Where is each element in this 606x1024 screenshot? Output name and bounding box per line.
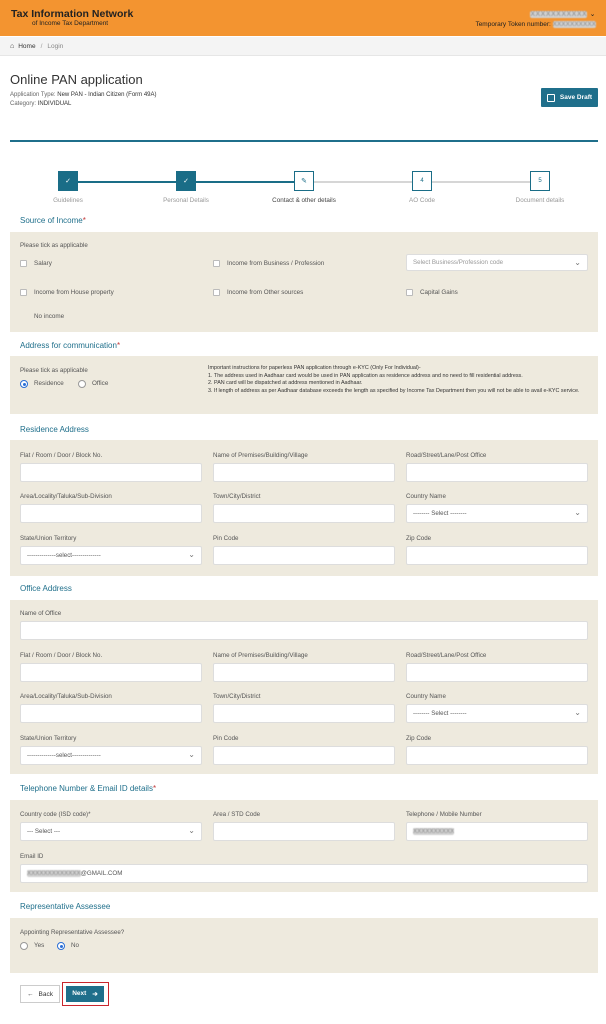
std-label: Area / STD Code [213, 811, 261, 818]
breadcrumb-current: Login [47, 42, 64, 50]
salary-checkbox[interactable] [20, 260, 27, 267]
token-value: XXXXXXXXXX [552, 21, 596, 28]
area-label: Area/Locality/Taluka/Sub-Division [20, 693, 112, 700]
header-bar [0, 0, 606, 36]
app-type-label: Application Type: [10, 92, 56, 98]
instructions-title: Important instructions for paperless PAN application through e-KYC (Only For Individual)- [208, 365, 421, 371]
back-label: Back [38, 990, 53, 998]
instruction-item: 1. The address used in Aadhaar card would be used in PAN application as residence address and no need to fill residential address. [208, 372, 523, 379]
premises-label: Name of Premises/Building/Village [213, 652, 308, 659]
off-area-input[interactable] [20, 704, 202, 723]
state-label: State/Union Territory [20, 735, 77, 742]
town-label: Town/City/District [213, 693, 261, 700]
res-state-select[interactable]: --------------select-------------- ⌄ [20, 546, 202, 565]
rep-no-radio[interactable] [57, 942, 65, 950]
rep-question: Appointing Representative Assessee? [20, 929, 125, 936]
next-highlight [62, 982, 109, 1006]
breadcrumb [0, 37, 606, 56]
state-label: State/Union Territory [20, 535, 77, 542]
step-number: 5 [538, 178, 542, 184]
contact-panel [10, 800, 598, 892]
required-mark: * [152, 784, 157, 793]
check-icon: ✓ [65, 178, 71, 185]
res-pin-input[interactable] [213, 546, 395, 565]
email-label: Email ID [20, 853, 44, 860]
off-zip-input[interactable] [406, 746, 588, 765]
isd-select[interactable]: --- Select --- ⌄ [20, 822, 202, 841]
salary-label: Salary [34, 260, 52, 267]
off-premises-input[interactable] [213, 663, 395, 682]
income-hint: Please tick as applicable [20, 242, 88, 249]
required-mark: * [116, 341, 121, 350]
other-sources-label: Income from Other sources [227, 289, 304, 296]
chevron-down-icon: ⌄ [589, 11, 596, 18]
off-road-input[interactable] [406, 663, 588, 682]
income-panel [10, 232, 598, 332]
office-name-label: Name of Office [20, 610, 62, 617]
office-radio[interactable] [78, 380, 86, 388]
phone-input[interactable] [406, 822, 588, 841]
area-label: Area/Locality/Taluka/Sub-Division [20, 493, 112, 500]
instruction-item: 3. If length of address as per Aadhaar database exceeds the length as specified by Income Tax Department then you will not be able to avail e-KYC service. [208, 387, 580, 394]
premises-label: Name of Premises/Building/Village [213, 452, 308, 459]
step-label: Document details [515, 197, 565, 204]
section-title-text: Address for communication [20, 341, 117, 350]
step-contact-details[interactable] [294, 171, 314, 191]
check-icon: ✓ [183, 178, 189, 185]
std-input[interactable] [213, 822, 395, 841]
page-title: Online PAN application [10, 72, 143, 87]
country-label: Country Name [406, 493, 446, 500]
category-label: Category: [10, 101, 37, 107]
home-icon[interactable]: ⌂ [10, 42, 15, 50]
save-draft-button[interactable] [541, 88, 598, 107]
breadcrumb-home[interactable]: Home [18, 42, 36, 50]
capital-gains-label: Capital Gains [420, 289, 458, 296]
next-button[interactable] [66, 986, 104, 1002]
pencil-icon: ✎ [301, 178, 307, 185]
arrow-right-icon: ➔ [92, 990, 98, 998]
email-suffix: @GMAIL.COM [80, 870, 123, 877]
rep-panel [10, 918, 598, 973]
user-name: XXXXXXXXXXX [530, 11, 588, 18]
required-mark: * [82, 216, 86, 225]
res-country-select[interactable]: -------- Select -------- ⌄ [406, 504, 588, 523]
business-code-select[interactable]: Select Business/Profession code ⌄ [406, 254, 588, 271]
phone-value: XXXXXXXXXX [413, 828, 455, 835]
category [10, 101, 71, 107]
residence-label: Residence [34, 380, 64, 387]
off-flat-input[interactable] [20, 663, 202, 682]
pin-label: Pin Code [213, 735, 239, 742]
section-title-text: Telephone Number & Email ID details [20, 784, 153, 793]
user-menu[interactable] [475, 10, 596, 18]
res-town-input[interactable] [213, 504, 395, 523]
off-state-select[interactable]: --------------select-------------- ⌄ [20, 746, 202, 765]
section-title-rep: Representative Assessee [20, 902, 111, 911]
country-label: Country Name [406, 693, 446, 700]
email-input[interactable] [20, 864, 588, 883]
zip-label: Zip Code [406, 735, 432, 742]
phone-label: Telephone / Mobile Number [406, 811, 482, 818]
res-zip-input[interactable] [406, 546, 588, 565]
rep-yes-label: Yes [34, 942, 45, 949]
save-draft-label: Save Draft [559, 94, 593, 101]
res-area-input[interactable] [20, 504, 202, 523]
section-title-income [20, 216, 86, 225]
token-label: Temporary Token number: [475, 21, 551, 28]
ekyc-instructions [208, 365, 593, 395]
save-icon [547, 94, 555, 102]
arrow-left-icon: ← [27, 990, 34, 998]
breadcrumb-separator: / [40, 42, 43, 50]
brand-subtitle: of Income Tax Department [32, 20, 109, 27]
off-country-select[interactable]: -------- Select -------- ⌄ [406, 704, 588, 723]
res-flat-input[interactable] [20, 463, 202, 482]
isd-label: Country code (ISD code)* [20, 811, 91, 818]
step-guidelines[interactable] [58, 171, 78, 191]
back-button[interactable] [20, 985, 60, 1003]
section-title-address [20, 341, 120, 350]
office-name-input[interactable] [20, 621, 588, 640]
section-title-office: Office Address [20, 584, 72, 593]
address-hint: Please tick as applicable [20, 367, 88, 374]
flat-label: Flat / Room / Door / Block No. [20, 652, 103, 659]
zip-label: Zip Code [406, 535, 432, 542]
step-ao-code[interactable] [412, 171, 432, 191]
off-pin-input[interactable] [213, 746, 395, 765]
app-type-value: New PAN - Indian Citizen (Form 49A) [57, 92, 157, 98]
business-checkbox[interactable] [213, 260, 220, 267]
no-income-label[interactable]: No income [34, 313, 65, 320]
capital-gains-checkbox[interactable] [406, 289, 413, 296]
instruction-item: 2. PAN card will be dispatched at address mentioned in Aadhaar. [208, 380, 363, 387]
res-road-input[interactable] [406, 463, 588, 482]
section-title-contact [20, 784, 156, 793]
step-label: Personal Details [163, 197, 209, 204]
road-label: Road/Street/Lane/Post Office [406, 652, 487, 659]
house-property-checkbox[interactable] [20, 289, 27, 296]
pin-label: Pin Code [213, 535, 239, 542]
house-property-label: Income from House property [34, 289, 114, 296]
section-title-residence: Residence Address [20, 425, 89, 434]
step-label: AO Code [409, 197, 435, 204]
flat-label: Flat / Room / Door / Block No. [20, 452, 103, 459]
road-label: Road/Street/Lane/Post Office [406, 452, 487, 459]
residence-panel [10, 440, 598, 576]
divider [10, 140, 598, 142]
office-label: Office [92, 380, 109, 387]
other-sources-checkbox[interactable] [213, 289, 220, 296]
off-town-input[interactable] [213, 704, 395, 723]
step-document-details[interactable] [530, 171, 550, 191]
section-title-text: Source of Income [20, 216, 83, 225]
residence-radio[interactable] [20, 380, 28, 388]
email-hidden: XXXXXXXXXXXXX [27, 870, 81, 877]
token-info [475, 21, 596, 28]
office-panel [10, 600, 598, 774]
step-label: Contact & other details [272, 197, 336, 204]
town-label: Town/City/District [213, 493, 261, 500]
business-label: Income from Business / Profession [227, 260, 325, 267]
step-personal-details[interactable] [176, 171, 196, 191]
application-type [10, 92, 157, 98]
step-label: Guidelines [53, 197, 83, 204]
brand-logo[interactable] [11, 9, 133, 28]
category-value: INDIVIDUAL [37, 101, 72, 107]
brand-title: Tax Information Network [11, 8, 134, 20]
rep-no-label: No [71, 942, 80, 949]
rep-yes-radio[interactable] [20, 942, 28, 950]
next-label: Next [72, 990, 87, 997]
res-premises-input[interactable] [213, 463, 395, 482]
user-area [475, 10, 596, 28]
step-number: 4 [420, 178, 424, 184]
